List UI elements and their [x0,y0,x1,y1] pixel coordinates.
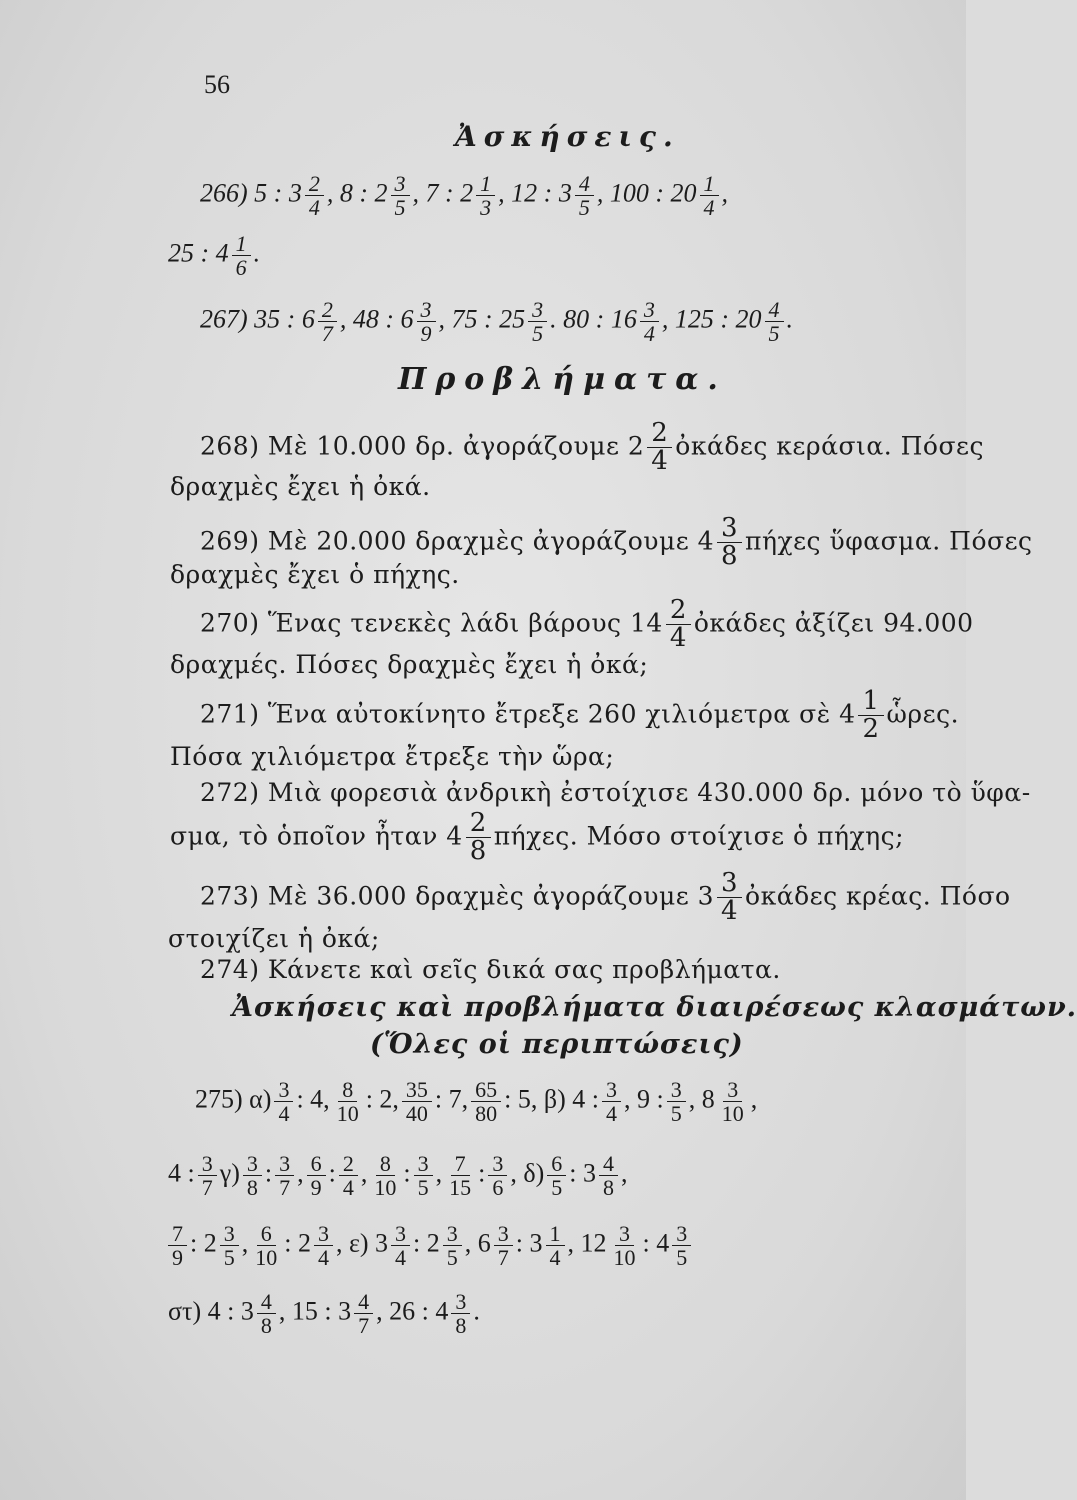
expression-text: , 75 : 25 [438,304,526,334]
expression-text: 266) 5 : 3 [200,178,302,208]
expression-text: : 2 [413,1228,440,1258]
fraction [640,298,659,345]
numerator: 2 [339,1152,358,1176]
numerator: 3 [640,298,659,322]
exercise-266-line1 [200,172,728,219]
denominator: 5 [551,1175,563,1201]
problem-271-line1 [200,688,959,744]
problem-268-line2: δραχμὲς ἔχει ἡ ὀκά. [170,472,431,501]
expression-text: : 4 [642,1228,670,1258]
expression-text: , δ) [510,1158,545,1188]
fraction [488,1152,507,1199]
numerator: 3 [602,1078,621,1102]
denominator: 5 [417,1175,429,1201]
fraction [718,1078,748,1125]
numerator: 3 [672,1222,691,1246]
expression-text: , ε) 3 [335,1228,389,1258]
fraction [445,1152,475,1199]
numerator: 3 [314,1222,333,1246]
denominator: 10 [374,1175,397,1201]
fraction [275,1152,294,1199]
expression-text: : 4, [296,1084,330,1114]
numerator: 35 [402,1078,432,1102]
denominator: 10 [721,1101,744,1127]
numerator: 4 [354,1290,373,1314]
fraction [257,1290,276,1337]
problem-269-line2: δραχμὲς ἔχει ὁ πήχης. [170,560,460,589]
numerator: 3 [243,1152,262,1176]
denominator: 4 [606,1101,617,1127]
expression-text: , 15 : 3 [278,1296,352,1326]
denominator: 7 [279,1175,291,1201]
problem-269-text-a: 269) Μὲ 20.000 δραχμὲς ἀγοράζουμε 4 [200,526,714,556]
exercise-275-row4 [168,1290,480,1337]
expression-text: , 125 : 20 [661,304,762,334]
expression-text: στ) 4 : 3 [168,1296,254,1326]
fraction [417,298,436,345]
fraction [528,298,547,345]
numerator: 4 [575,172,594,196]
numerator: 2 [305,172,324,196]
numerator: 3 [488,1152,507,1176]
expression-text: : [403,1158,411,1188]
numerator: 3 [414,1152,433,1176]
expression-end: . [253,238,261,268]
denominator: 4 [549,1245,561,1271]
fraction [198,1152,217,1199]
fraction [602,1078,621,1125]
expression-text: 4 : [168,1158,195,1188]
problem-268-text-b: ὀκάδες κεράσια. Πόσες [675,431,984,461]
heading-division-subtitle: (Ὅλες οἱ περιπτώσεις) [370,1029,744,1060]
numerator: 1 [232,232,251,256]
denominator: 7 [321,321,333,347]
problem-269-text-b: πήχες ὕφασμα. Πόσες [745,526,1033,556]
expression-end: . [786,304,794,334]
denominator: 6 [492,1175,504,1201]
fraction [251,1222,281,1269]
denominator: 5 [676,1245,688,1271]
expression-text: 275) α) [195,1084,272,1114]
problem-271-text-a: 271) Ἕνα αὐτοκίνητο ἔτρεξε 260 χιλιόμετρα σὲ 4 [200,699,856,729]
numerator: 1 [700,172,719,196]
expression-text: , 26 : 4 [376,1296,449,1326]
denominator: 4 [643,321,655,347]
numerator: 3 [615,1222,634,1246]
denominator: 7 [201,1175,213,1201]
fraction [168,1222,187,1269]
numerator: 3 [275,1152,294,1176]
denominator: 8 [246,1175,258,1201]
expression-text: , [241,1228,249,1258]
numerator: 3 [391,1222,410,1246]
denominator: 6 [235,255,247,281]
fraction [700,172,719,219]
denominator: 8 [260,1313,272,1339]
fraction [672,1222,691,1269]
expression-text: : 2 [284,1228,311,1258]
numerator: 3 [443,1222,462,1246]
expression-text: : 3 [515,1228,543,1258]
heading-exercises: Ἀσκήσεις. [455,120,680,153]
numerator: 6 [547,1152,566,1176]
heading-problems: Προβλήματα. [398,362,727,397]
denominator: 4 [703,195,715,221]
exercise-267 [200,298,793,345]
problem-272-text-b: πήχες. Μόσο στοίχισε ὁ πήχης; [493,821,904,851]
numerator: 2 [318,298,337,322]
fraction [305,172,324,219]
expression-text: , 12 : 3 [498,178,572,208]
numerator: 3 [198,1152,217,1176]
expression-text: : [478,1158,486,1188]
expression-text: , [297,1158,304,1188]
expression-end: , [620,1158,628,1188]
problem-273-line1 [200,870,1011,926]
fraction [575,172,594,219]
expression-text: , 8 : 2 [326,178,388,208]
fraction [414,1152,433,1199]
expression-text: , [435,1158,443,1188]
fraction: $\frac{2}{4}$ [647,420,672,476]
denominator: 9 [420,321,432,347]
numerator: 6 [257,1222,276,1246]
problem-270-line1 [200,597,974,653]
fraction [243,1152,262,1199]
expression-text: , 12 [567,1228,607,1258]
fraction: $\frac{2}{4}$ [666,597,691,653]
expression-text: , [360,1158,368,1188]
denominator: 15 [449,1175,472,1201]
problem-273-text-b: ὀκάδες κρέας. Πόσο [745,881,1011,911]
expression-text: : [328,1158,336,1188]
fraction: $\frac{3}{4}$ [717,870,742,926]
denominator: 9 [172,1245,183,1271]
exercise-275-row3 [165,1222,694,1269]
expression-text: : 7, [434,1084,469,1114]
numerator: 3 [391,172,410,196]
fraction [391,172,410,219]
denominator: 4 [308,195,320,221]
numerator: 1 [476,172,495,196]
fraction: $\frac{2}{8}$ [466,810,491,866]
problem-272-text-c: σμα, τὸ ὁποῖον ἦταν 4 [170,821,463,851]
problem-271-text-b: ὧρες. [886,699,960,729]
problem-268-text-a: 268) Μὲ 10.000 δρ. ἀγοράζουμε 2 [200,431,645,461]
numerator: 3 [274,1078,293,1102]
denominator: 4 [317,1245,329,1271]
numerator: 3 [667,1078,686,1102]
numerator: 3 [494,1222,513,1246]
fraction [307,1152,326,1199]
denominator: 10 [255,1245,278,1271]
expression-text: , 6 [464,1228,491,1258]
heading-division-exercises: Ἀσκήσεις καὶ προβλήματα διαιρέσεως κλασμάτων. [232,992,1077,1023]
fraction [220,1222,239,1269]
expression-text: : 2, [365,1084,399,1114]
fraction [547,1152,566,1199]
problem-273-text-a: 273) Μὲ 36.000 δραχμὲς ἀγοράζουμε 3 [200,881,714,911]
fraction [599,1152,618,1199]
numerator: 3 [528,298,547,322]
fraction [667,1078,686,1125]
expression-text: , 9 : [624,1084,664,1114]
fraction [333,1078,363,1125]
denominator: 8 [602,1175,614,1201]
numerator: 65 [471,1078,501,1102]
numerator: 3 [723,1078,742,1102]
denominator: 5 [446,1245,458,1271]
numerator: 7 [168,1222,187,1246]
numerator: 1 [546,1222,565,1246]
denominator: 5 [578,195,590,221]
fraction [232,232,251,279]
denominator: 4 [395,1245,407,1271]
fraction [370,1152,400,1199]
numerator: 7 [451,1152,470,1176]
denominator: 8 [455,1313,467,1339]
numerator: 4 [765,298,784,322]
denominator: 7 [358,1313,370,1339]
fraction [471,1078,501,1125]
denominator: 4 [342,1175,354,1201]
problem-270-text-a: 270) Ἕνας τενεκὲς λάδι βάρους 14 [200,608,663,638]
problem-270-text-b: ὀκάδες ἀξίζει 94.000 [693,608,974,638]
numerator: 4 [257,1290,276,1314]
expression-text: : 2 [190,1228,217,1258]
problem-271-line2: Πόσα χιλιόμετρα ἔτρεξε τὴν ὥρα; [170,742,615,771]
fraction [451,1290,470,1337]
fraction [339,1152,358,1199]
expression-end: . [473,1296,480,1326]
expression-end: , [721,178,729,208]
denominator: 5 [394,195,406,221]
denominator: 9 [310,1175,322,1201]
denominator: 5 [223,1245,235,1271]
denominator: 5 [532,321,544,347]
fraction [494,1222,513,1269]
denominator: 10 [336,1101,359,1127]
denominator: 80 [475,1101,498,1127]
exercise-275-row2 [168,1152,627,1199]
fraction [546,1222,565,1269]
problem-272-line2 [170,810,904,866]
denominator: 4 [278,1101,290,1127]
numerator: 3 [417,298,436,322]
fraction [274,1078,293,1125]
problem-268-line1 [200,420,984,476]
problem-272-line1: 272) Μιὰ φορεσιὰ ἀνδρικὴ ἐστοίχισε 430.000 δρ. μόνο τὸ ὕφα- [200,778,1031,807]
fraction [354,1290,373,1337]
problem-274: 274) Κάνετε καὶ σεῖς δικά σας προβλήματα. [200,955,781,984]
fraction [610,1222,640,1269]
denominator: 5 [670,1101,682,1127]
expression-text: 267) 35 : 6 [200,304,315,334]
denominator: 7 [497,1245,509,1271]
numerator: 8 [338,1078,357,1102]
expression-text: , 48 : 6 [339,304,414,334]
fraction [402,1078,432,1125]
expression-text: , 100 : 20 [596,178,697,208]
numerator: 8 [376,1152,395,1176]
fraction [476,172,495,219]
numerator: 6 [307,1152,326,1176]
expression-text: : [264,1158,273,1188]
expression-text: : 3 [569,1158,596,1188]
expression-text: γ) [219,1158,240,1188]
numerator: 3 [220,1222,239,1246]
exercise-275-row1 [195,1078,757,1125]
exercise-266-line2 [168,232,260,279]
fraction: $\frac{1}{2}$ [858,688,883,744]
expression-text: 25 : 4 [168,238,229,268]
fraction: $\frac{3}{8}$ [717,515,742,571]
numerator: 4 [599,1152,618,1176]
fraction [318,298,337,345]
fraction [765,298,784,345]
denominator: 3 [480,195,492,221]
problem-273-line2: στοιχίζει ἡ ὀκά; [168,924,380,953]
numerator: 3 [451,1290,470,1314]
expression-text: : 5, β) 4 : [504,1084,599,1114]
denominator: 40 [405,1101,428,1127]
fraction [443,1222,462,1269]
expression-text: . 80 : 16 [550,304,637,334]
page-number: 56 [204,70,230,99]
denominator: 5 [768,321,780,347]
expression-end: , [750,1084,758,1114]
fraction [391,1222,410,1269]
problem-270-line2: δραχμές. Πόσες δραχμὲς ἔχει ἡ ὀκά; [170,650,649,679]
denominator: 10 [613,1245,636,1271]
fraction [314,1222,333,1269]
expression-text: , 7 : 2 [412,178,474,208]
expression-text: , 8 [688,1084,715,1114]
